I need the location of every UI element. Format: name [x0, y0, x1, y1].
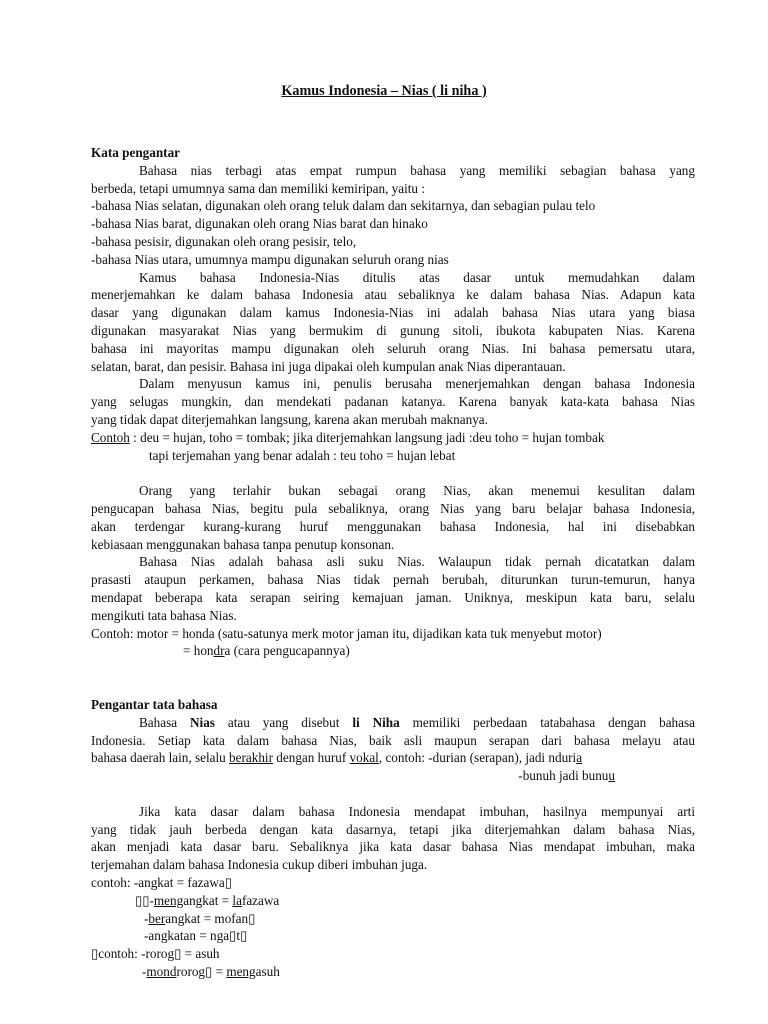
- example-line: -angkatan = nga▯t▯: [144, 928, 248, 944]
- paragraph-line: Bahasa Nias adalah bahasa asli suku Nias. Walaupun tidak pernah dicatatkan dalam: [139, 554, 695, 570]
- paragraph-line: yang tidak jauh berbeda dengan kata dasarnya, tetapi jika diterjemahkan dalam bahasa Nias,: [91, 821, 695, 837]
- text-run: -bunuh jadi bunu: [518, 768, 609, 784]
- paragraph-line: digunakan masyarakat Nias yang bermukim di gunung sitoli, ibukota kabupaten Nias. Karena: [91, 322, 695, 338]
- underlined-text: berakhir: [229, 750, 273, 766]
- section-heading: Kata pengantar: [91, 145, 181, 160]
- example-line: [91, 892, 695, 910]
- underlined-text: dr: [213, 643, 225, 659]
- paragraph-line: mendapat beberapa kata serapan seiring kemajuan jaman. Uniknya, meskipun kata baru, selalu: [91, 589, 695, 605]
- text-run: bahasa daerah lain, selalu: [91, 750, 230, 766]
- paragraph-line: Bahasa nias terbagi atas empat rumpun bahasa yang memiliki sebagian bahasa yang: [139, 162, 695, 178]
- text-run: ▯▯-: [135, 892, 154, 908]
- list-item: -bahasa Nias selatan, digunakan oleh orang teluk dalam dan sekitarnya, dan sebagian pulau telo: [91, 198, 596, 214]
- list-item: -bahasa pesisir, digunakan oleh orang pesisir, telo,: [91, 233, 357, 249]
- paragraph-line: [91, 749, 695, 767]
- example-text: = hon: [183, 643, 214, 659]
- underlined-text: vokal: [349, 750, 379, 766]
- text-run: Bahasa: [139, 714, 191, 730]
- text-run: dengan huruf: [272, 750, 350, 766]
- paragraph-line: akan terdengar kurang-kurang huruf menggunakan bahasa Indonesia, hal ini disebabkan: [91, 518, 695, 534]
- paragraph-line: selatan, barat, dan pesisir. Bahasa ini juga dipakai oleh kumpulan anak Nias diperantauan.: [91, 358, 566, 374]
- paragraph-line: dasar yang digunakan dalam kamus Indonesia-Nias ini adalah bahasa Nias utara yang biasa: [91, 305, 695, 321]
- example-text: a (cara pengucapannya): [224, 643, 350, 659]
- text-run: asuh: [255, 963, 280, 979]
- text-run: rorog▯ =: [176, 963, 227, 979]
- example-label: Contoh: [91, 429, 130, 445]
- section-kata-pengantar: [91, 144, 695, 660]
- section-tata-bahasa: [91, 696, 695, 981]
- section-heading: Pengantar tata bahasa: [91, 697, 218, 712]
- text-run: memiliki perbedaan tatabahasa dengan bahasa: [399, 714, 695, 730]
- paragraph-line: kebiasaan menggunakan bahasa tanpa penutup konsonan.: [91, 536, 395, 552]
- paragraph-line: Jika kata dasar dalam bahasa Indonesia mendapat imbuhan, hasilnya mempunyai arti: [139, 803, 695, 819]
- list-item: -bahasa Nias utara, umumnya mampu digunakan seluruh orang nias: [91, 251, 449, 267]
- paragraph-line: menerjemahkan ke dalam bahasa Indonesia atau sebaliknya ke dalam bahasa Nias. Adapun kata: [91, 287, 695, 303]
- paragraph-line: Kamus bahasa Indonesia-Nias ditulis atas dasar untuk memudahkan dalam: [139, 269, 695, 285]
- text-run: angkat = mofan▯: [165, 910, 256, 926]
- paragraph-line: berbeda, tetapi umumnya sama dan memiliki kemiripan, yaitu :: [91, 180, 425, 196]
- example-line: [91, 910, 695, 928]
- example-line: contoh: -angkat = fazawa▯: [91, 874, 233, 890]
- document-title: Kamus Indonesia – Nias ( li niha ): [281, 83, 487, 99]
- underlined-text: ber: [148, 910, 166, 926]
- underlined-text: meng: [226, 963, 256, 979]
- underlined-text: meng: [153, 892, 184, 908]
- text-run: angkat =: [183, 892, 233, 908]
- paragraph-line: Orang yang terlahir bukan sebagai orang Nias, akan menemui kesulitan dalam: [139, 483, 695, 499]
- paragraph-line: prasasti ataupun perkamen, bahasa Nias tidak pernah berubah, diturunkan turun-temurun, hanya: [91, 572, 695, 588]
- underlined-text: a: [576, 750, 583, 766]
- paragraph-line: yang selugas mungkin, dan mendekati padanan katanya. Karena banyak kata-kata bahasa Nias: [91, 394, 695, 410]
- underlined-text: u: [608, 768, 615, 784]
- text-run: atau yang disebut: [214, 714, 353, 730]
- underlined-text: la: [232, 892, 242, 908]
- example-line: [91, 429, 695, 447]
- text-run: -: [144, 910, 149, 926]
- example-line: ▯contoh: -rorog▯ = asuh: [91, 946, 220, 962]
- text-run: -: [142, 963, 147, 979]
- paragraph-line: Indonesia. Setiap kata dalam bahasa Nias, baik asli maupun serapan dari bahasa melayu atau: [91, 732, 695, 748]
- example-line: tapi terjemahan yang benar adalah : teu toho = hujan lebat: [149, 447, 456, 463]
- example-line: [91, 963, 695, 981]
- paragraph-line: akan menjadi kata dasar baru. Sebaliknya jika kata dasar bahasa Nias mendapat imbuhan, maka: [91, 839, 695, 855]
- paragraph-line: Dalam menyusun kamus ini, penulis berusaha menerjemahkan dengan bahasa Indonesia: [139, 376, 695, 392]
- list-item: -bahasa Nias barat, digunakan oleh orang Nias barat dan hinako: [91, 216, 428, 232]
- bold-text: li Niha: [352, 714, 400, 730]
- paragraph-line: mengikuti tata bahasa Nias.: [91, 607, 237, 623]
- example-line: Contoh: motor = honda (satu-satunya merk motor jaman itu, dijadikan kata tuk menyebut motor): [91, 625, 602, 641]
- paragraph-line: [91, 714, 695, 732]
- bold-text: Nias: [190, 714, 215, 730]
- paragraph-line: pengucapan bahasa Nias, begitu pula sebaliknya, orang Nias yang baru belajar bahasa Indonesia,: [91, 500, 695, 516]
- paragraph-line: terjemahan dalam bahasa Indonesia cukup diberi imbuhan juga.: [91, 857, 428, 873]
- paragraph-line: bahasa ini mayoritas mampu digunakan oleh seluruh orang Nias. Ini bahasa pemersatu utara,: [91, 340, 695, 356]
- text-run: fazawa: [241, 892, 280, 908]
- paragraph-line: yang tidak dapat diterjemahkan langsung, karena akan merubah maknanya.: [91, 411, 488, 427]
- text-run: , contoh: -durian (serapan), jadi nduri: [378, 750, 577, 766]
- example-text: : deu = hujan, toho = tombak; jika diterjemahkan langsung jadi :deu toho = hujan tombak: [129, 429, 605, 445]
- example-line: [91, 642, 695, 660]
- paragraph-line: [91, 767, 695, 785]
- underlined-text: mond: [146, 963, 177, 979]
